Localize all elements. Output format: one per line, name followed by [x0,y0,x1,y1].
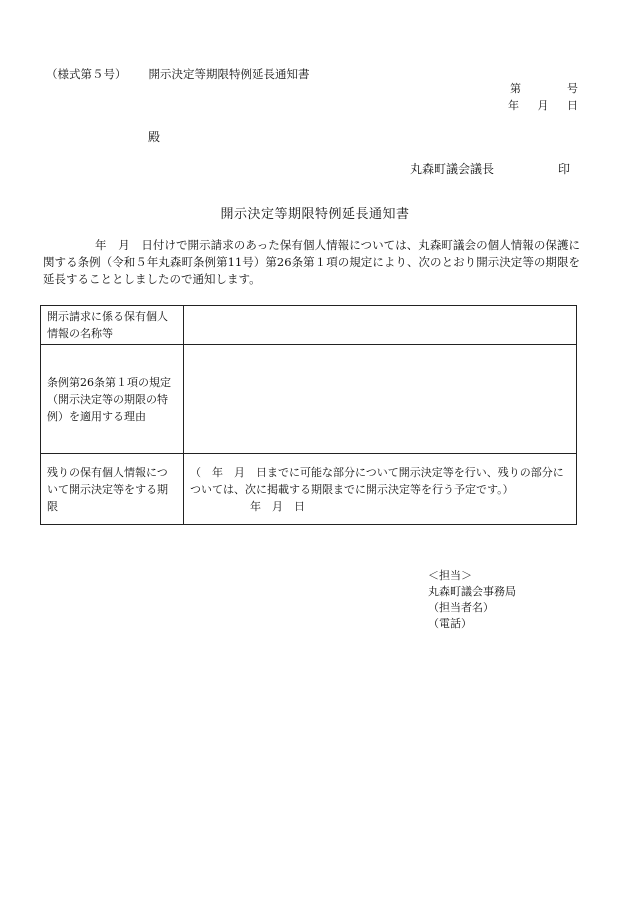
contact-office: 丸森町議会事務局 [428,585,516,598]
form-header-title: 開示決定等期限特例延長通知書 [148,67,310,81]
row-label-info-name: 開示請求に係る保有個人情報の名称等 [41,306,184,345]
date-day: 日 [567,99,578,112]
body-date-year: 年 [95,238,107,252]
deadline-note: （ 年 月 日までに可能な部分について開示決定等を行い、残りの部分については、次に掲載する期限までに開示決定等を行う予定です。） [190,465,564,496]
row-value-info-name[interactable] [184,306,577,345]
form-header [46,66,310,82]
document-date [508,97,578,113]
contact-heading: ＜担当＞ [428,569,472,582]
document-number [510,80,578,96]
row-label-deadline: 残りの保有個人情報について開示決定等をする期限 [41,454,184,525]
table-row [41,306,577,345]
document-title: 開示決定等期限特例延長通知書 [220,207,410,222]
form-number: （様式第５号） [46,67,127,81]
document-number-suffix: 号 [567,82,578,95]
recipient-honorific: 殿 [148,130,161,144]
body-paragraph [43,237,580,288]
contact-block [428,568,516,632]
contact-phone: （電話） [428,617,472,630]
date-month: 月 [537,99,549,112]
body-text: 日付けで開示請求のあった保有個人情報については、丸森町議会の個人情報の保護に関する条例（令和５年丸森町条例第11号）第26条第１項の規定により、次のとおり開示決定等の期限を延長することとしましたので通知します。 [43,238,581,286]
details-table [40,305,577,525]
seal-mark: 印 [558,162,571,176]
sender-block [410,160,570,177]
sender-name: 丸森町議会議長 [410,162,495,176]
date-year: 年 [508,99,519,112]
row-value-reason[interactable] [184,345,577,454]
table-row [41,345,577,454]
table-row [41,454,577,525]
row-label-reason: 条例第26条第１項の規定（開示決定等の期限の特例）を適用する理由 [41,345,184,454]
contact-person: （担当者名） [428,601,494,614]
row-value-deadline[interactable] [184,454,577,525]
document-number-prefix: 第 [510,82,521,95]
body-date-month: 月 [118,238,130,252]
deadline-date: 年 月 日 [250,499,305,513]
